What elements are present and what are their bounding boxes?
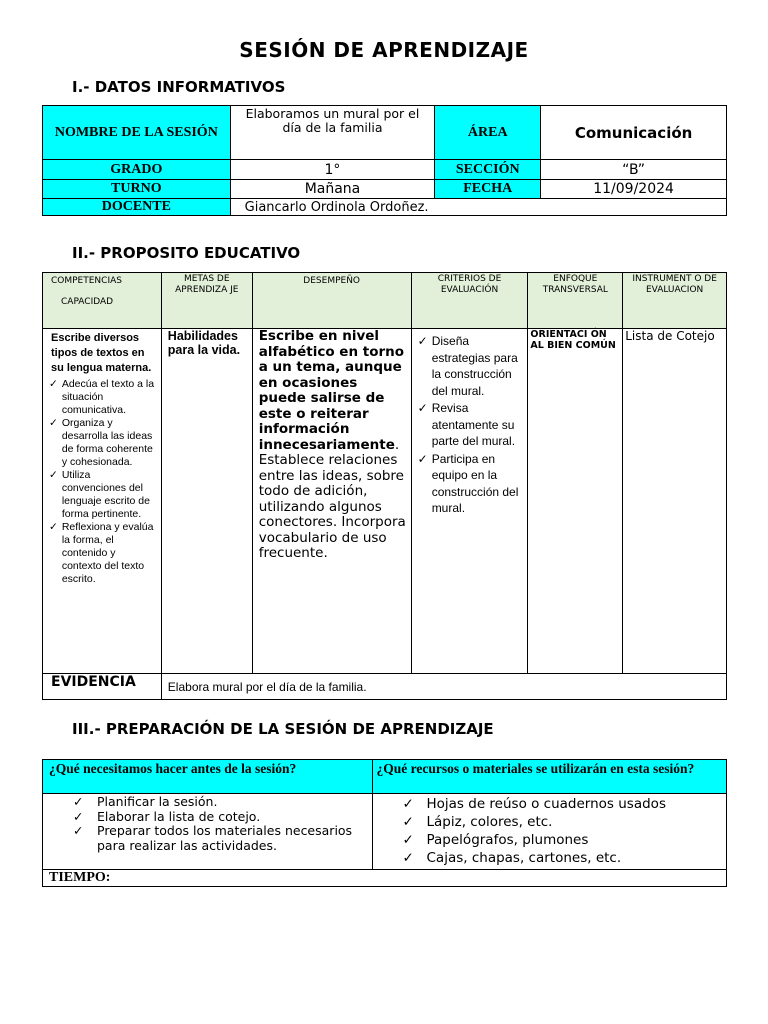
header-competencias: COMPETENCIAS: [51, 276, 122, 286]
list-item-text: Hojas de reúso o cuadernos usados: [426, 796, 666, 812]
docente-label: DOCENTE: [43, 199, 231, 216]
checkmark-icon: ✓: [73, 823, 84, 838]
list-item: [418, 451, 525, 517]
checkmark-icon: ✓: [417, 401, 428, 415]
header-enfoque: ENFOQUE TRANSVERSAL: [528, 273, 623, 329]
page-title: SESIÓN DE APRENDIZAJE: [239, 38, 529, 62]
evidencia-value: Elabora mural por el día de la familia.: [161, 674, 726, 700]
seccion-value: “B”: [541, 160, 727, 180]
list-item: [403, 849, 723, 867]
list-item-text: Preparar todos los materiales necesarios para realizar las actividades.: [97, 823, 353, 853]
header-desempeno: DESEMPEÑO: [252, 273, 411, 329]
list-item: [49, 417, 157, 469]
checkmark-icon: ✓: [49, 521, 58, 533]
list-item-text: Revisa atentamente su parte del mural.: [431, 401, 516, 448]
grado-value: 1°: [230, 160, 435, 180]
capacidades-list: [49, 378, 157, 586]
list-item: [73, 795, 368, 810]
list-item-text: Diseña estrategias para la construcción del mural.: [431, 334, 518, 398]
antes-header: ¿Qué necesitamos hacer antes de la sesión?: [43, 760, 373, 794]
list-item: [403, 831, 723, 849]
list-item-text: Reflexiona y evalúa la forma, el contenido y contexto del texto escrito.: [61, 521, 154, 585]
list-item-text: Papelógrafos, plumones: [426, 832, 589, 848]
list-item-text: Lápiz, colores, etc.: [426, 814, 553, 830]
section-3-heading: III.- PREPARACIÓN DE LA SESIÓN DE APRENDIZAJE: [72, 720, 494, 738]
list-item-text: Adecúa el texto a la situación comunicativa.: [61, 378, 155, 416]
turno-label: TURNO: [43, 180, 231, 199]
checkmark-icon: ✓: [417, 451, 428, 466]
nombre-value: Elaboramos un mural por el día de la familia: [230, 106, 435, 160]
checkmark-icon: ✓: [402, 832, 414, 848]
preparacion-table: [42, 759, 727, 887]
metas-text: Habilidades para la vida.: [161, 329, 252, 674]
desempeno-text: . Establece relaciones entre las ideas, sobre todo de adición, utilizando algunos conectores. Incorpora vocabulario de uso frecuente.: [258, 436, 406, 561]
proposito-table: [42, 272, 727, 700]
competencia-text: Escribe diversos tipos de textos en su lengua materna.: [51, 332, 152, 374]
seccion-label: SECCIÓN: [435, 160, 541, 180]
section-1-heading: I.- DATOS INFORMATIVOS: [72, 78, 286, 96]
checkmark-icon: ✓: [402, 796, 414, 812]
area-label: ÁREA: [435, 106, 541, 160]
instrumento-text: Lista de Cotejo: [623, 329, 727, 674]
list-item: [418, 333, 525, 399]
list-item: [73, 824, 368, 853]
list-item: [49, 521, 157, 586]
datos-informativos-table: [42, 105, 727, 216]
list-item: [418, 400, 525, 450]
list-item: [73, 810, 368, 825]
list-item: [403, 813, 723, 831]
checkmark-icon: ✓: [49, 417, 58, 429]
desempeno-bold-text: Escribe en nivel alfabético en torno a un tema, aunque en ocasiones puede salirse de este o reiterar información innecesariamente: [258, 328, 405, 453]
checkmark-icon: ✓: [417, 334, 428, 348]
docente-value: Giancarlo Ordinola Ordoñez.: [230, 199, 726, 216]
checkmark-icon: ✓: [402, 850, 414, 866]
checkmark-icon: ✓: [49, 378, 58, 390]
header-instrumento: INSTRUMENT O DE EVALUACION: [623, 273, 727, 329]
list-item: [49, 469, 157, 521]
recursos-header: ¿Qué recursos o materiales se utilizarán en esta sesión?: [372, 760, 727, 794]
checkmark-icon: ✓: [402, 814, 414, 830]
list-item: [403, 795, 723, 813]
turno-value: Mañana: [230, 180, 435, 199]
list-item-text: Utiliza convenciones del lenguaje escrito de forma pertinente.: [61, 469, 150, 520]
fecha-value: 11/09/2024: [541, 180, 727, 199]
recursos-list: [403, 795, 723, 867]
header-capacidad: CAPACIDAD: [61, 297, 114, 307]
fecha-label: FECHA: [435, 180, 541, 199]
list-item-text: Participa en equipo en la construcción del mural.: [431, 451, 519, 515]
checkmark-icon: ✓: [73, 808, 84, 824]
section-2-heading: II.- PROPOSITO EDUCATIVO: [72, 244, 301, 262]
enfoque-text: ORIENTACI ÓN AL BIEN COMÚN: [528, 329, 623, 674]
list-item-text: Cajas, chapas, cartones, etc.: [426, 850, 622, 866]
area-value: Comunicación: [541, 106, 727, 160]
list-item-text: Organiza y desarrolla las ideas de forma coherente y cohesionada.: [61, 417, 153, 468]
criterios-list: [418, 333, 525, 517]
evidencia-label: EVIDENCIA: [43, 674, 162, 700]
nombre-label: NOMBRE DE LA SESIÓN: [43, 106, 231, 160]
list-item-text: Planificar la sesión.: [97, 794, 218, 809]
list-item-text: Elaborar la lista de cotejo.: [97, 808, 261, 824]
checkmark-icon: ✓: [73, 794, 84, 809]
antes-list: [73, 795, 368, 853]
tiempo-label: TIEMPO:: [43, 870, 727, 887]
checkmark-icon: ✓: [49, 469, 58, 481]
header-metas: METAS DE APRENDIZA JE: [161, 273, 252, 329]
header-criterios: CRITERIOS DE EVALUACIÓN: [411, 273, 528, 329]
list-item: [49, 378, 157, 417]
grado-label: GRADO: [43, 160, 231, 180]
